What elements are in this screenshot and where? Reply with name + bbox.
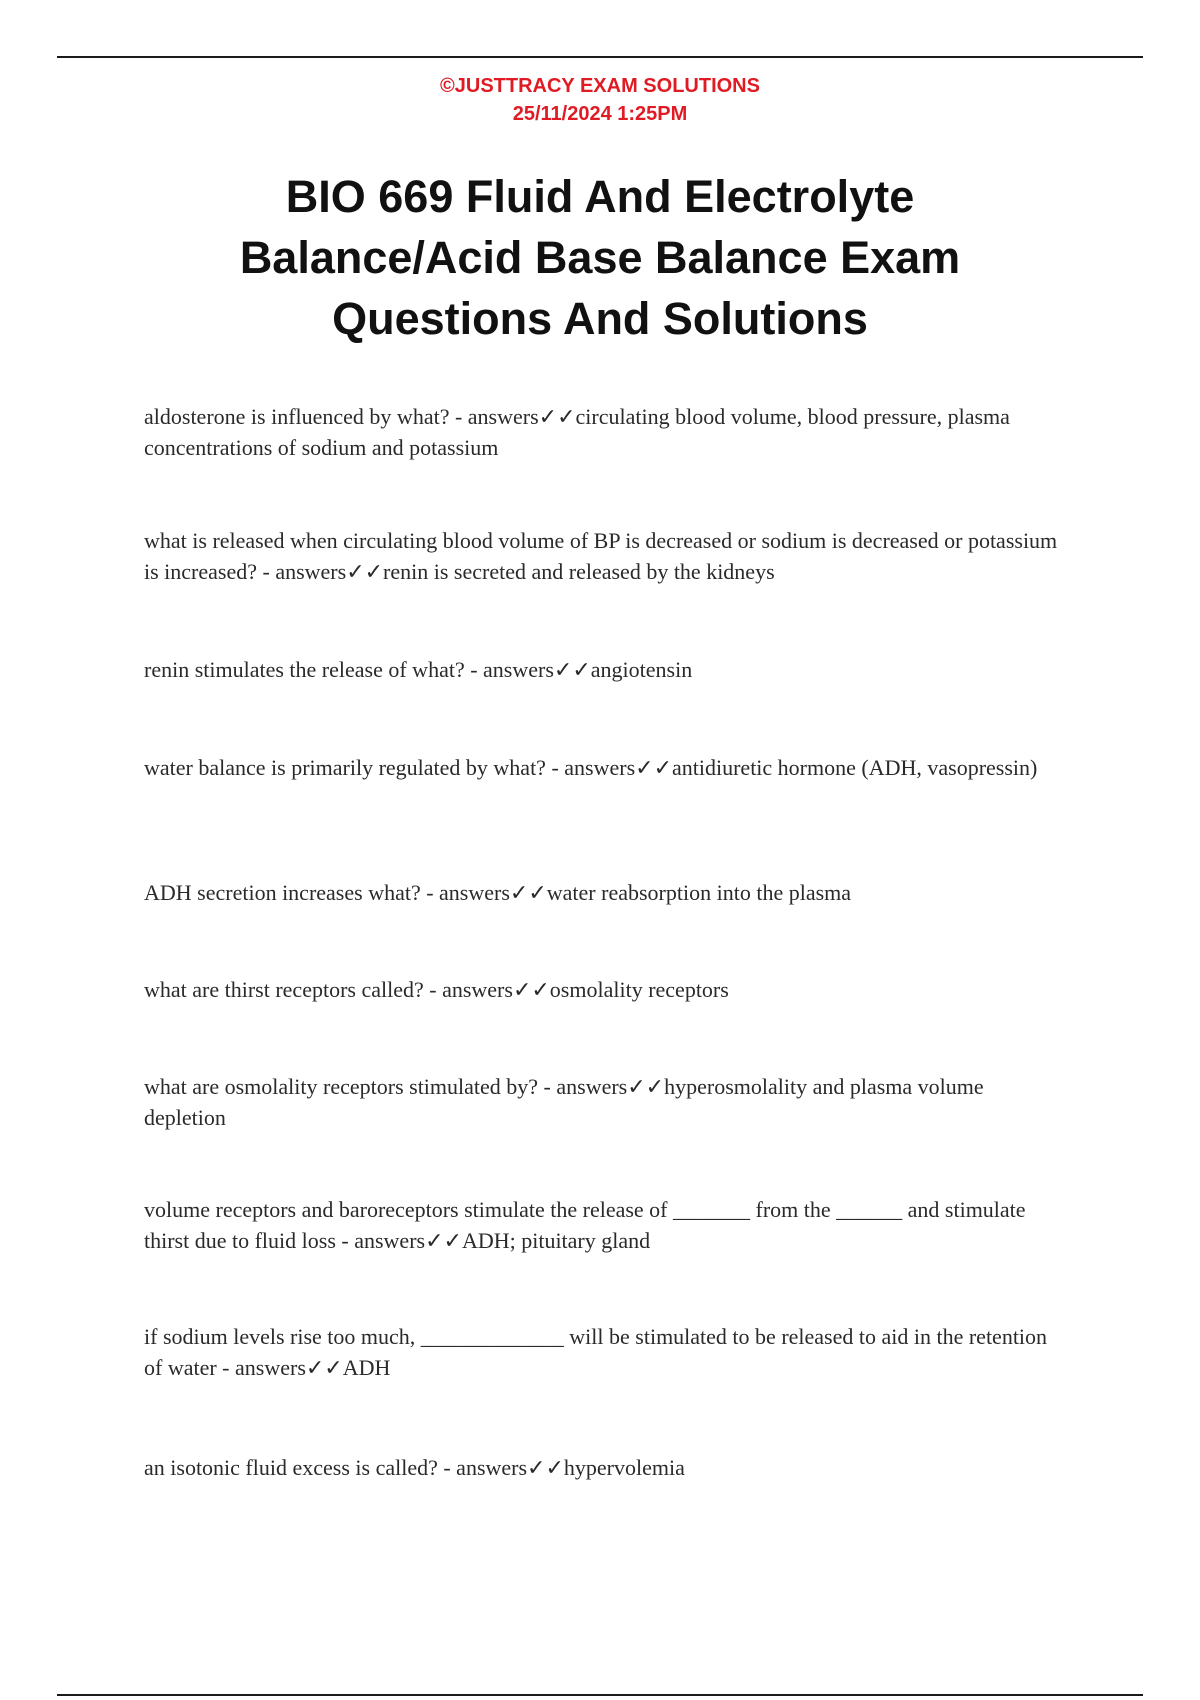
page-header xyxy=(0,72,1200,128)
title-line-3: Questions And Solutions xyxy=(332,293,868,344)
qa-item-6: what are thirst receptors called? - answers✓✓osmolality receptors xyxy=(144,977,729,1002)
qa-item-5: ADH secretion increases what? - answers✓✓water reabsorption into the plasma xyxy=(144,880,852,905)
datetime-line: 25/11/2024 1:25PM xyxy=(512,103,688,125)
qa-item-1: aldosterone is influenced by what? - answers✓✓circulating blood volume, blood pressure, plasma concentrations of sodium and potassium xyxy=(144,404,1010,460)
qa-item-4: water balance is primarily regulated by what? - answers✓✓antidiuretic hormone (ADH, vasopressin) xyxy=(144,755,1038,780)
copyright-line: ©JUSTTRACY EXAM SOLUTIONS xyxy=(440,75,760,97)
qa-item-8: volume receptors and baroreceptors stimulate the release of _______ from the ______ and stimulate thirst due to fluid loss - answers✓✓ADH; pituitary gland xyxy=(144,1197,1026,1253)
qa-item-7: what are osmolality receptors stimulated by? - answers✓✓hyperosmolality and plasma volume depletion xyxy=(144,1074,984,1130)
qa-item-10: an isotonic fluid excess is called? - answers✓✓hypervolemia xyxy=(144,1455,685,1480)
title-line-1: BIO 669 Fluid And Electrolyte xyxy=(285,171,915,222)
title-line-2: Balance/Acid Base Balance Exam xyxy=(239,232,961,283)
qa-item-2: what is released when circulating blood volume of BP is decreased or sodium is decreased or potassium is increased? - answers✓✓renin is secreted and released by the kidneys xyxy=(144,528,1058,584)
top-rule xyxy=(57,56,1143,58)
bottom-rule xyxy=(57,1694,1143,1696)
qa-item-9: if sodium levels rise too much, _____________ will be stimulated to be released to aid in the retention of water - answers✓✓ADH xyxy=(144,1324,1048,1380)
qa-item-3: renin stimulates the release of what? - answers✓✓angiotensin xyxy=(144,657,693,682)
document-title xyxy=(0,166,1200,349)
